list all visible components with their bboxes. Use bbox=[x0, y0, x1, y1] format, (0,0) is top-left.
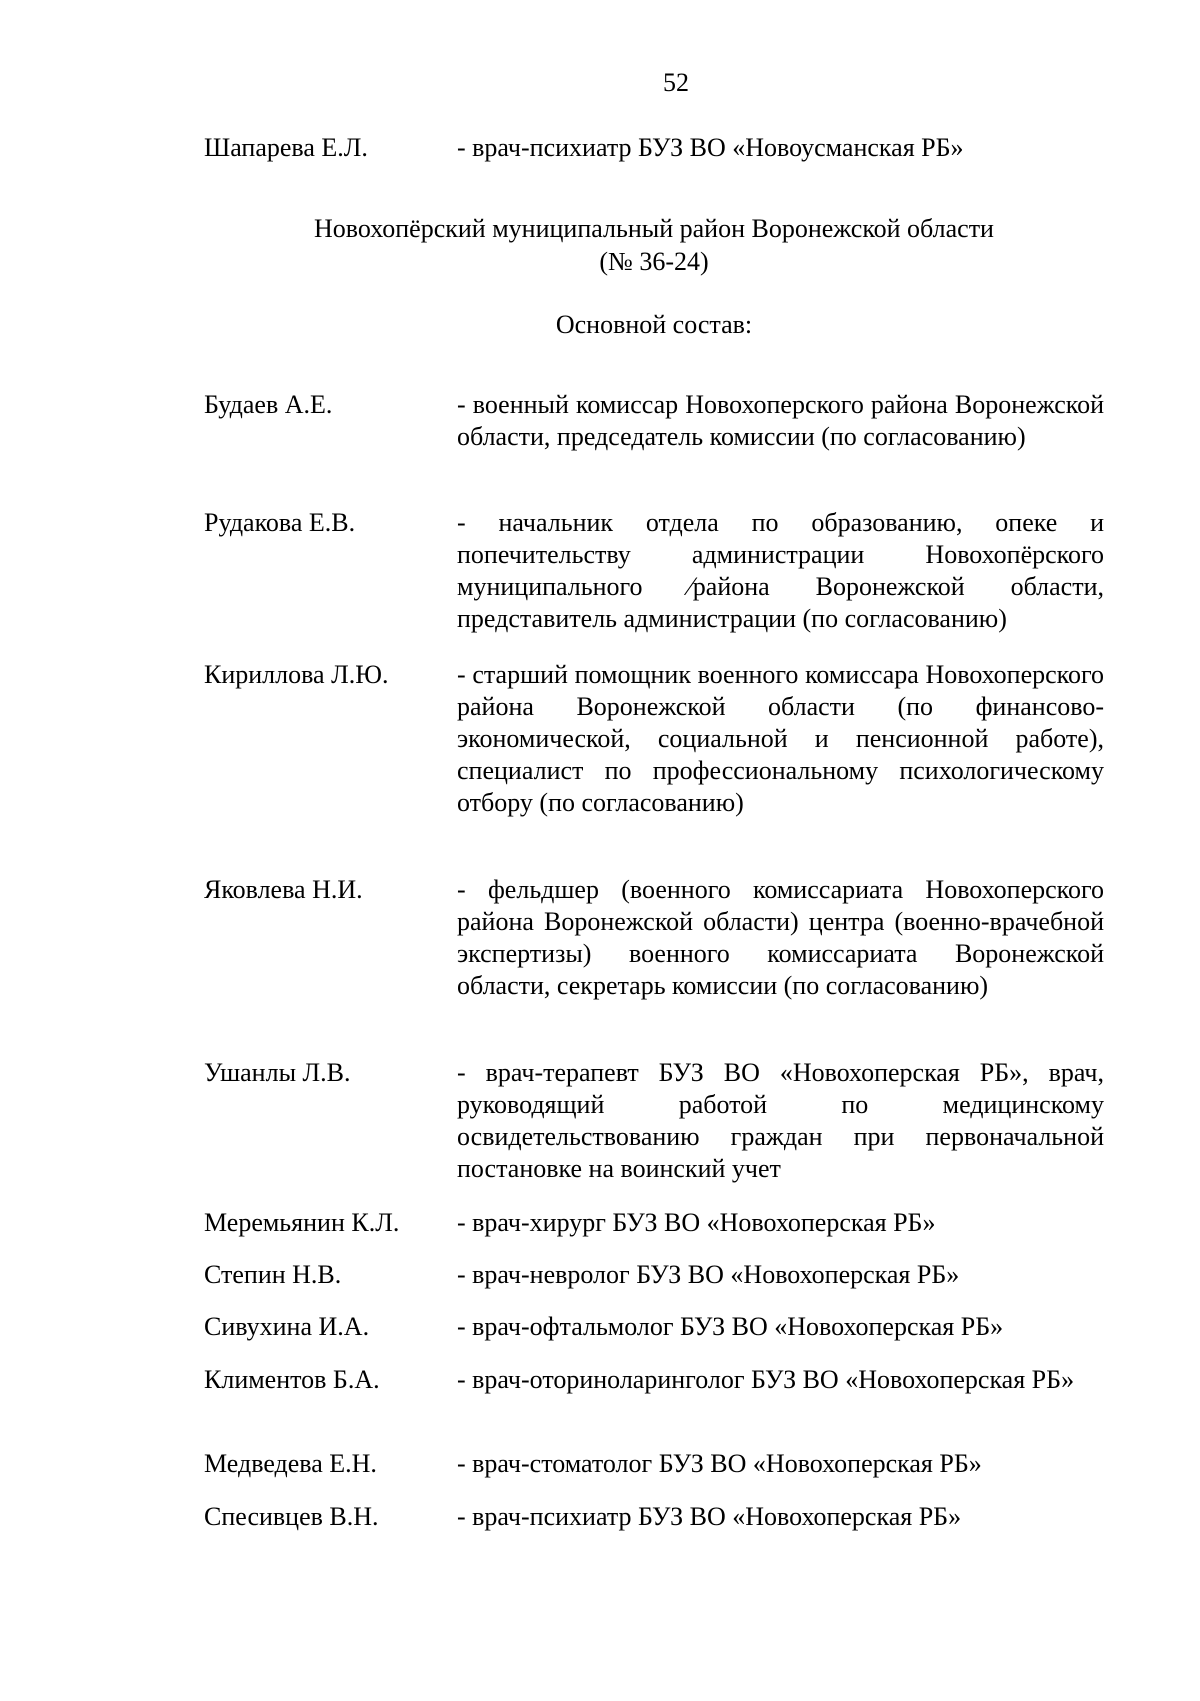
member-role: - врач-психиатр БУЗ ВО «Новохоперская РБ» bbox=[457, 1502, 962, 1531]
member-name: Шапарева Е.Л. bbox=[204, 133, 368, 162]
member-role: - фельдшер (военного комиссариата Новохоперского района Воронежской области) центра (военно-врачебной экспертизы) военного комиссариата Воронежской области, секретарь комиссии (по согласованию) bbox=[457, 875, 1104, 1000]
member-name: Яковлева Н.И. bbox=[204, 875, 363, 904]
member-role: - врач-офтальмолог БУЗ ВО «Новохоперская РБ» bbox=[457, 1312, 1004, 1341]
member-name: Спесивцев В.Н. bbox=[204, 1502, 379, 1531]
member-role: - врач-оториноларинголог БУЗ ВО «Новохоперская РБ» bbox=[457, 1365, 1075, 1394]
member-role: - начальник отдела по образованию, опеке и попечительству администрации Новохопёрского муниципального ⁄района Воронежской области, представитель администрации (по согласованию) bbox=[457, 508, 1104, 633]
member-role: - старший помощник военного комиссара Новохоперского района Воронежской области (по финансово-экономической, социальной и пенсионной работе), специалист по профессиональному психологическому отбору (по согласованию) bbox=[457, 660, 1104, 817]
member-name: Степин Н.В. bbox=[204, 1260, 342, 1289]
member-name: Рудакова Е.В. bbox=[204, 508, 356, 537]
section-title: Основной состав: bbox=[555, 310, 753, 339]
member-role: - врач-хирург БУЗ ВО «Новохоперская РБ» bbox=[457, 1208, 936, 1237]
member-role: - врач-стоматолог БУЗ ВО «Новохоперская РБ» bbox=[457, 1449, 982, 1478]
member-role: - врач-терапевт БУЗ ВО «Новохоперская РБ», врач, руководящий работой по медицинскому освидетельствованию граждан при первоначальной постановке на воинский учет bbox=[457, 1058, 1104, 1183]
member-name: Климентов Б.А. bbox=[204, 1365, 380, 1394]
member-role: - врач-психиатр БУЗ ВО «Новоусманская РБ» bbox=[457, 133, 964, 162]
member-role: - врач-невролог БУЗ ВО «Новохоперская РБ» bbox=[457, 1260, 960, 1289]
page-number bbox=[0, 67, 1200, 99]
district-number: (№ 36-24) bbox=[599, 247, 709, 276]
member-name: Сивухина И.А. bbox=[204, 1312, 370, 1341]
member-name: Меремьянин К.Л. bbox=[204, 1208, 400, 1237]
member-name: Будаев А.Е. bbox=[204, 390, 333, 419]
district-title: Новохопёрский муниципальный район Воронежской области bbox=[314, 214, 994, 243]
member-name: Кириллова Л.Ю. bbox=[204, 660, 389, 689]
member-role: - военный комиссар Новохоперского района Воронежской области, председатель комиссии (по согласованию) bbox=[457, 390, 1104, 451]
member-name: Медведева Е.Н. bbox=[204, 1449, 377, 1478]
page-number-text: 52 bbox=[663, 68, 689, 97]
member-name: Ушанлы Л.В. bbox=[204, 1058, 351, 1087]
